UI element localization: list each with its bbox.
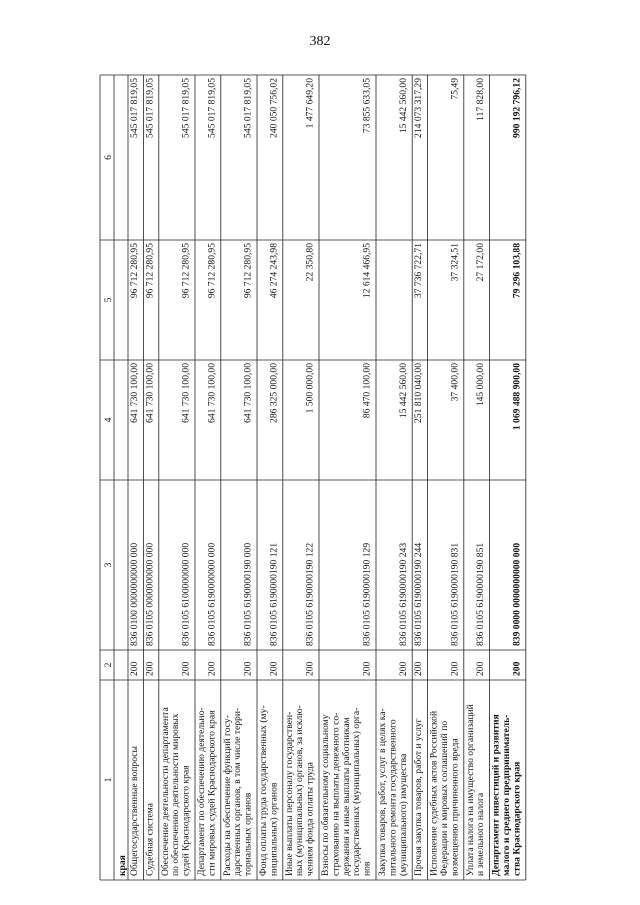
row-10-name-line: Исполнение судебных актов Российской: [428, 710, 440, 876]
column-header-6: 6: [103, 155, 114, 160]
row-6-name-line: Иные выплаты персоналу государствен-: [283, 711, 295, 876]
row-7-name-line: страхованию на выплаты денежного со-: [330, 712, 342, 876]
row-10-rest: 75,49: [449, 78, 461, 100]
row-11-kbk: 836 0105 6190000190 851: [475, 542, 487, 646]
row-4-code: 200: [242, 661, 254, 676]
row-6-code: 200: [304, 661, 316, 676]
row-6-plan: 1 500 000,00: [304, 363, 316, 414]
row-12-rest: 990 192 796,12: [511, 78, 523, 138]
row-6-fact: 22 350,80: [304, 243, 316, 282]
row-7-name-line: государственных (муниципальных) орга-: [351, 707, 363, 876]
row-7-name-line: нов: [361, 861, 373, 876]
row-0-fact: 96 712 280,95: [129, 243, 140, 299]
row-12-name-line: малого и среднего предприниматель-: [501, 714, 512, 876]
row-0-kbk: 836 0100 0000000000 000: [129, 542, 140, 646]
row-2-plan: 641 730 100,00: [180, 363, 192, 423]
row-3-fact: 96 712 280,95: [206, 243, 218, 299]
row-7-rest: 73 855 633,05: [361, 78, 373, 134]
row-5-rest: 240 050 756,02: [268, 78, 280, 138]
row-4-kbk: 836 0105 6190000190 000: [242, 542, 254, 646]
row-11-fact: 27 172,00: [475, 243, 487, 282]
row-3-name-line: сти мировых судей Краснодарского края: [206, 710, 218, 876]
row-2-name-line: судей Краснодарского края: [180, 765, 192, 876]
row-11-name-line: и земельного налога: [475, 792, 487, 876]
row-1-name-line: Судебная система: [144, 803, 156, 876]
column-header-5: 5: [103, 297, 114, 303]
row-7-fact: 12 614 466,95: [361, 243, 373, 299]
row-1-code: 200: [144, 661, 156, 676]
row-12-name-line: Департамент инвестиций и развития: [490, 714, 502, 876]
row-2-kbk: 836 0105 6100000000 000: [180, 542, 192, 646]
row-4-rest: 545 017 819,05: [242, 78, 254, 138]
row-3-plan: 641 730 100,00: [206, 363, 218, 423]
row-8-rest: 15 442 560,00: [397, 78, 409, 134]
row-5-code: 200: [268, 661, 280, 676]
row-10-fact: 37 324,51: [449, 243, 461, 282]
row-5-name-line: Фонд оплаты труда государственных (му-: [258, 705, 269, 876]
row-6-rest: 1 477 649,20: [304, 78, 316, 129]
row-11-rest: 117 828,00: [475, 78, 487, 121]
row-4-name-line: Расходы на обеспечение функций госу-: [221, 715, 233, 876]
row-8-code: 200: [397, 661, 409, 676]
row-6-name-line: ных (муниципальных) органов, за исклю-: [294, 705, 306, 876]
row-9-code: 200: [413, 661, 425, 676]
row-7-code: 200: [361, 661, 373, 676]
row-10-code: 200: [449, 661, 461, 676]
column-header-1: 1: [103, 777, 114, 783]
column-header-2: 2: [103, 662, 114, 668]
row-8-name-line: Закупка товаров, работ, услуг в целях ка-: [377, 708, 388, 876]
budget-table: [100, 75, 526, 880]
row-3-kbk: 836 0105 6190000000 000: [206, 542, 218, 646]
page-number: 382: [309, 34, 331, 49]
column-header-4: 4: [103, 417, 114, 423]
row-0-name-line: Общегосударственные вопросы: [129, 746, 140, 876]
row-7-kbk: 836 0105 6190000190 129: [361, 542, 373, 646]
row-10-plan: 37 400,00: [449, 363, 461, 402]
row-9-kbk: 836 0105 6190000190 244: [413, 542, 425, 646]
row-9-rest: 214 073 317,29: [413, 78, 425, 138]
row-8-kbk: 836 0105 6190000190 243: [397, 542, 409, 646]
row-8-plan: 15 442 560,00: [397, 363, 409, 419]
row-3-rest: 545 017 819,05: [206, 78, 218, 138]
row-10-name-line: Федерации и мировых соглашений по: [439, 720, 450, 876]
column-header-3: 3: [103, 562, 114, 568]
row-2-name-line: Обеспечение деятельности департамента: [159, 707, 171, 876]
row-5-fact: 46 274 243,98: [268, 243, 280, 299]
continuation-text: края: [117, 855, 128, 876]
row-1-rest: 545 017 819,05: [144, 78, 156, 138]
row-4-name-line: ториальных органов: [242, 792, 254, 876]
row-2-rest: 545 017 819,05: [180, 78, 192, 138]
row-0-rest: 545 017 819,05: [129, 78, 140, 138]
row-5-name-line: ниципальных) органов: [268, 782, 280, 876]
row-9-plan: 251 810 040,00: [413, 363, 425, 423]
row-12-plan: 1 069 488 900,00: [511, 363, 523, 431]
row-3-name-line: Департамент по обеспечению деятельно-: [196, 707, 207, 876]
row-0-plan: 641 730 100,00: [129, 363, 140, 423]
row-2-name-line: по обеспечению деятельности мировых: [170, 713, 182, 876]
row-10-name-line: возмещению причиненного вреда: [449, 738, 461, 876]
row-8-name-line: (муниципального) имущества: [397, 753, 409, 876]
row-1-plan: 641 730 100,00: [144, 363, 156, 423]
row-9-fact: 37 736 722,71: [413, 243, 425, 299]
row-5-plan: 286 325 000,00: [268, 363, 280, 423]
row-10-kbk: 836 0105 6190000190 831: [449, 542, 461, 646]
row-12-code: 200: [511, 661, 523, 676]
row-4-fact: 96 712 280,95: [242, 243, 254, 299]
row-7-name-line: Взносы по обязательному социальному: [320, 714, 331, 876]
row-2-code: 200: [180, 661, 192, 676]
row-12-fact: 79 296 103,88: [511, 243, 523, 299]
row-1-fact: 96 712 280,95: [144, 243, 156, 299]
row-2-fact: 96 712 280,95: [180, 243, 192, 299]
row-6-name-line: чением фонда оплаты труда: [304, 762, 316, 876]
row-9-name-line: Прочая закупка товаров, работ и услуг: [413, 718, 425, 876]
row-12-kbk: 839 0000 0000000000 000: [511, 542, 523, 646]
row-11-code: 200: [475, 661, 487, 676]
row-7-name-line: держания и иные выплаты работникам: [340, 717, 352, 876]
row-5-kbk: 836 0105 6190000190 121: [268, 542, 280, 646]
row-0-code: 200: [129, 661, 140, 676]
row-7-plan: 86 470 100,00: [361, 363, 373, 419]
row-3-code: 200: [206, 661, 218, 676]
row-4-plan: 641 730 100,00: [242, 363, 254, 423]
row-6-kbk: 836 0105 6190000190 122: [304, 542, 316, 646]
row-11-plan: 145 000,00: [475, 363, 487, 407]
row-1-kbk: 836 0105 0000000000 000: [144, 542, 156, 646]
row-12-name-line: ства Краснодарского края: [511, 761, 523, 876]
row-8-name-line: питального ремонта государственного: [387, 719, 399, 876]
row-11-name-line: Уплата налога на имущество организаций: [464, 704, 476, 876]
row-4-name-line: дарственных органов, в том числе терри-: [232, 707, 244, 876]
